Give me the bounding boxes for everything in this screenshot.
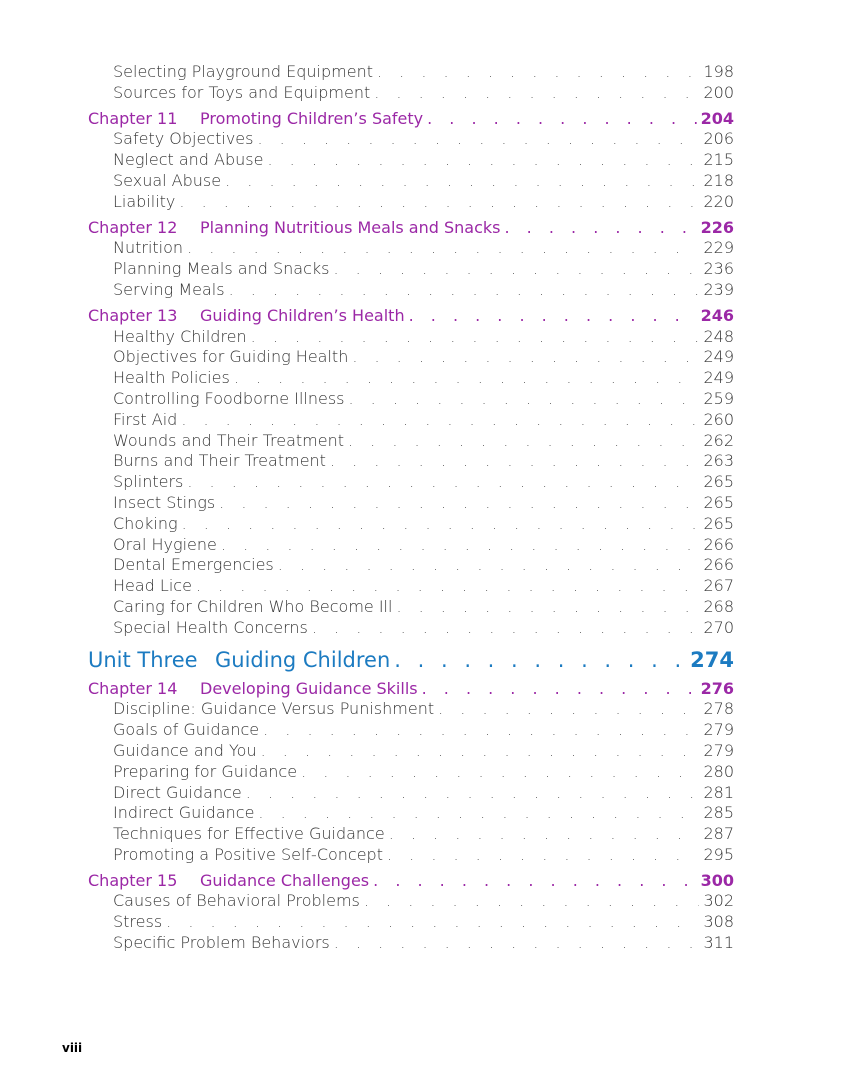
toc-unit-title: Guiding Children — [215, 647, 391, 672]
toc-section-title: Selecting Playground Equipment — [113, 62, 373, 81]
toc-section-row — [88, 368, 734, 389]
toc-page-number: 262 — [703, 430, 734, 450]
dot-leader — [348, 431, 699, 452]
dot-leader — [261, 741, 700, 762]
dot-leader — [387, 845, 699, 866]
page-number-folio: viii — [62, 1041, 83, 1055]
dot-leader — [179, 192, 699, 213]
dot-leader — [389, 824, 700, 845]
toc-section-row — [88, 347, 734, 368]
toc-section-row — [88, 803, 734, 824]
toc-page-number: 265 — [703, 513, 734, 533]
toc-page-number: 198 — [703, 62, 734, 81]
toc-section-row — [88, 62, 734, 83]
toc-section-title: Causes of Behavioral Problems — [113, 891, 360, 911]
toc-page-number: 249 — [703, 347, 734, 367]
dot-leader — [352, 347, 699, 368]
toc-page-number: 200 — [703, 82, 734, 102]
dot-leader — [229, 280, 700, 301]
toc-page-number: 267 — [703, 576, 734, 596]
dot-leader — [438, 699, 699, 720]
toc-page-number: 218 — [703, 170, 734, 190]
toc-section-row — [88, 891, 734, 912]
toc-page-number: 266 — [703, 555, 734, 575]
toc-section-title: Insect Stings — [113, 492, 216, 512]
toc-chapter-title: Developing Guidance Skills — [200, 678, 418, 698]
toc-section-row — [88, 514, 734, 535]
toc-section-title: Sources for Toys and Equipment — [113, 82, 371, 102]
toc-section-title: Direct Guidance — [113, 782, 242, 802]
dot-leader — [334, 933, 700, 954]
toc-page-number: 281 — [703, 782, 734, 802]
toc-section-row — [88, 699, 734, 720]
toc-page-number: 279 — [703, 720, 734, 740]
toc-chapter-title: Planning Nutritious Meals and Snacks — [200, 217, 501, 237]
dot-leader — [312, 618, 700, 639]
toc-page-number: 236 — [703, 259, 734, 279]
toc-unit-number: Unit Three — [88, 647, 198, 672]
dot-leader — [505, 218, 697, 239]
toc-section-row — [88, 150, 734, 171]
toc-section-title: Discipline: Guidance Versus Punishment — [113, 699, 435, 719]
toc-page-number: 278 — [703, 699, 734, 719]
toc-chapter-title: Guidance Challenges — [200, 870, 370, 890]
toc-section-row — [88, 472, 734, 493]
toc-section-title: Wounds and Their Treatment — [113, 430, 344, 450]
toc-page-number: 276 — [700, 678, 734, 698]
toc-section-title: Techniques for Effective Guidance — [113, 824, 385, 844]
toc-section-title: Health Policies — [113, 368, 230, 388]
toc-section-title: Planning Meals and Snacks — [113, 259, 330, 279]
dot-leader — [349, 389, 700, 410]
toc-page-number: 215 — [703, 150, 734, 170]
toc-section-title: Preparing for Guidance — [113, 761, 298, 781]
dot-leader — [427, 109, 696, 130]
toc-page-number: 265 — [703, 492, 734, 512]
toc-page-number: 229 — [703, 238, 734, 258]
toc-section-row — [88, 597, 734, 618]
table-of-contents — [88, 62, 734, 954]
dot-leader — [394, 646, 686, 674]
toc-section-title: Burns and Their Treatment — [113, 451, 326, 471]
toc-section-title: Stress — [113, 912, 163, 932]
toc-chapter-number: Chapter 15 — [88, 870, 178, 890]
toc-page-number: 249 — [703, 368, 734, 388]
toc-page-number: 295 — [703, 844, 734, 864]
toc-section-title: Serving Meals — [113, 279, 225, 299]
toc-chapter-row — [88, 306, 734, 327]
toc-chapter-row — [88, 679, 734, 700]
toc-section-row — [88, 192, 734, 213]
dot-leader — [196, 576, 700, 597]
dot-leader — [166, 912, 699, 933]
toc-section-row — [88, 824, 734, 845]
toc-section-row — [88, 555, 734, 576]
dot-leader — [219, 493, 699, 514]
toc-chapter-title: Guiding Children’s Health — [200, 305, 405, 325]
toc-page-number: 260 — [703, 409, 734, 429]
toc-section-title: Safety Objectives — [113, 129, 254, 149]
toc-chapter-row — [88, 218, 734, 239]
dot-leader — [258, 803, 699, 824]
toc-page-number: 279 — [703, 740, 734, 760]
dot-leader — [267, 150, 699, 171]
dot-leader — [278, 555, 700, 576]
dot-leader — [187, 238, 699, 259]
toc-chapter-number: Chapter 14 — [88, 678, 178, 698]
toc-section-row — [88, 912, 734, 933]
toc-page-number: 270 — [703, 617, 734, 637]
toc-section-row — [88, 389, 734, 410]
toc-section-title: Promoting a Positive Self-Concept — [113, 844, 383, 864]
toc-section-title: Specific Problem Behaviors — [113, 933, 330, 953]
toc-page-number: 259 — [703, 388, 734, 408]
toc-section-title: Sexual Abuse — [113, 170, 222, 190]
dot-leader — [374, 83, 699, 104]
toc-section-title: Controlling Foodborne Illness — [113, 388, 345, 408]
toc-section-title: Indirect Guidance — [113, 803, 255, 823]
toc-section-row — [88, 576, 734, 597]
toc-page-number: 206 — [703, 129, 734, 149]
toc-page-number: 204 — [700, 108, 734, 128]
toc-page-number: 285 — [703, 803, 734, 823]
dot-leader — [251, 327, 700, 348]
toc-section-row — [88, 259, 734, 280]
dot-leader — [301, 762, 699, 783]
toc-section-title: Objectives for Guiding Health — [113, 347, 349, 367]
dot-leader — [187, 472, 699, 493]
toc-section-row — [88, 618, 734, 639]
toc-section-row — [88, 535, 734, 556]
dot-leader — [377, 62, 699, 83]
toc-section-row — [88, 171, 734, 192]
toc-page-number: 311 — [703, 933, 734, 953]
toc-chapter-number: Chapter 12 — [88, 217, 178, 237]
toc-section-row — [88, 762, 734, 783]
dot-leader — [330, 451, 700, 472]
toc-page-number: 239 — [703, 279, 734, 299]
toc-section-row — [88, 451, 734, 472]
toc-section-title: Goals of Guidance — [113, 720, 260, 740]
toc-section-row — [88, 238, 734, 259]
dot-leader — [373, 871, 696, 892]
toc-section-row — [88, 327, 734, 348]
toc-section-title: Special Health Concerns — [113, 617, 308, 637]
toc-section-title: Caring for Children Who Become Ill — [113, 596, 393, 616]
toc-page-number: 302 — [703, 891, 734, 911]
toc-section-row — [88, 129, 734, 150]
dot-leader — [409, 306, 697, 327]
toc-page-number: 266 — [703, 534, 734, 554]
toc-chapter-row — [88, 109, 734, 130]
toc-unit-row — [88, 646, 734, 674]
toc-page-number: 248 — [703, 326, 734, 346]
toc-section-title: First Aid — [113, 409, 178, 429]
toc-page-number: 265 — [703, 472, 734, 492]
dot-leader — [182, 514, 700, 535]
toc-section-row — [88, 933, 734, 954]
toc-section-title: Nutrition — [113, 238, 184, 258]
toc-section-title: Neglect and Abuse — [113, 150, 264, 170]
toc-section-title: Dental Emergencies — [113, 555, 274, 575]
dot-leader — [234, 368, 700, 389]
toc-section-row — [88, 83, 734, 104]
toc-chapter-number: Chapter 11 — [88, 108, 178, 128]
dot-leader — [263, 720, 699, 741]
toc-chapter-row — [88, 871, 734, 892]
toc-section-title: Liability — [113, 191, 176, 211]
dot-leader — [422, 679, 697, 700]
toc-chapter-title: Promoting Children’s Safety — [200, 108, 424, 128]
dot-leader — [257, 129, 699, 150]
toc-section-title: Healthy Children — [113, 326, 247, 346]
dot-leader — [364, 891, 700, 912]
toc-section-row — [88, 431, 734, 452]
toc-section-row — [88, 741, 734, 762]
toc-chapter-number: Chapter 13 — [88, 305, 178, 325]
dot-leader — [181, 410, 699, 431]
dot-leader — [396, 597, 699, 618]
toc-page-number: 268 — [703, 596, 734, 616]
toc-page-number: 263 — [703, 451, 734, 471]
toc-page-number: 226 — [700, 217, 734, 237]
toc-page-number: 287 — [703, 824, 734, 844]
toc-section-row — [88, 410, 734, 431]
toc-section-row — [88, 783, 734, 804]
toc-section-title: Choking — [113, 513, 178, 533]
toc-section-row — [88, 280, 734, 301]
toc-section-row — [88, 845, 734, 866]
toc-section-row — [88, 493, 734, 514]
toc-page-number: 274 — [690, 647, 734, 672]
dot-leader — [221, 535, 700, 556]
toc-page-number: 280 — [703, 761, 734, 781]
toc-page-number: 246 — [700, 305, 734, 325]
dot-leader — [333, 259, 699, 280]
dot-leader — [225, 171, 699, 192]
toc-section-title: Head Lice — [113, 576, 192, 596]
toc-section-title: Oral Hygiene — [113, 534, 217, 554]
toc-section-title: Splinters — [113, 472, 184, 492]
toc-section-title: Guidance and You — [113, 740, 257, 760]
toc-page-number: 220 — [703, 191, 734, 211]
dot-leader — [246, 783, 700, 804]
toc-page-number: 300 — [700, 870, 734, 890]
toc-page-number: 308 — [703, 912, 734, 932]
toc-section-row — [88, 720, 734, 741]
